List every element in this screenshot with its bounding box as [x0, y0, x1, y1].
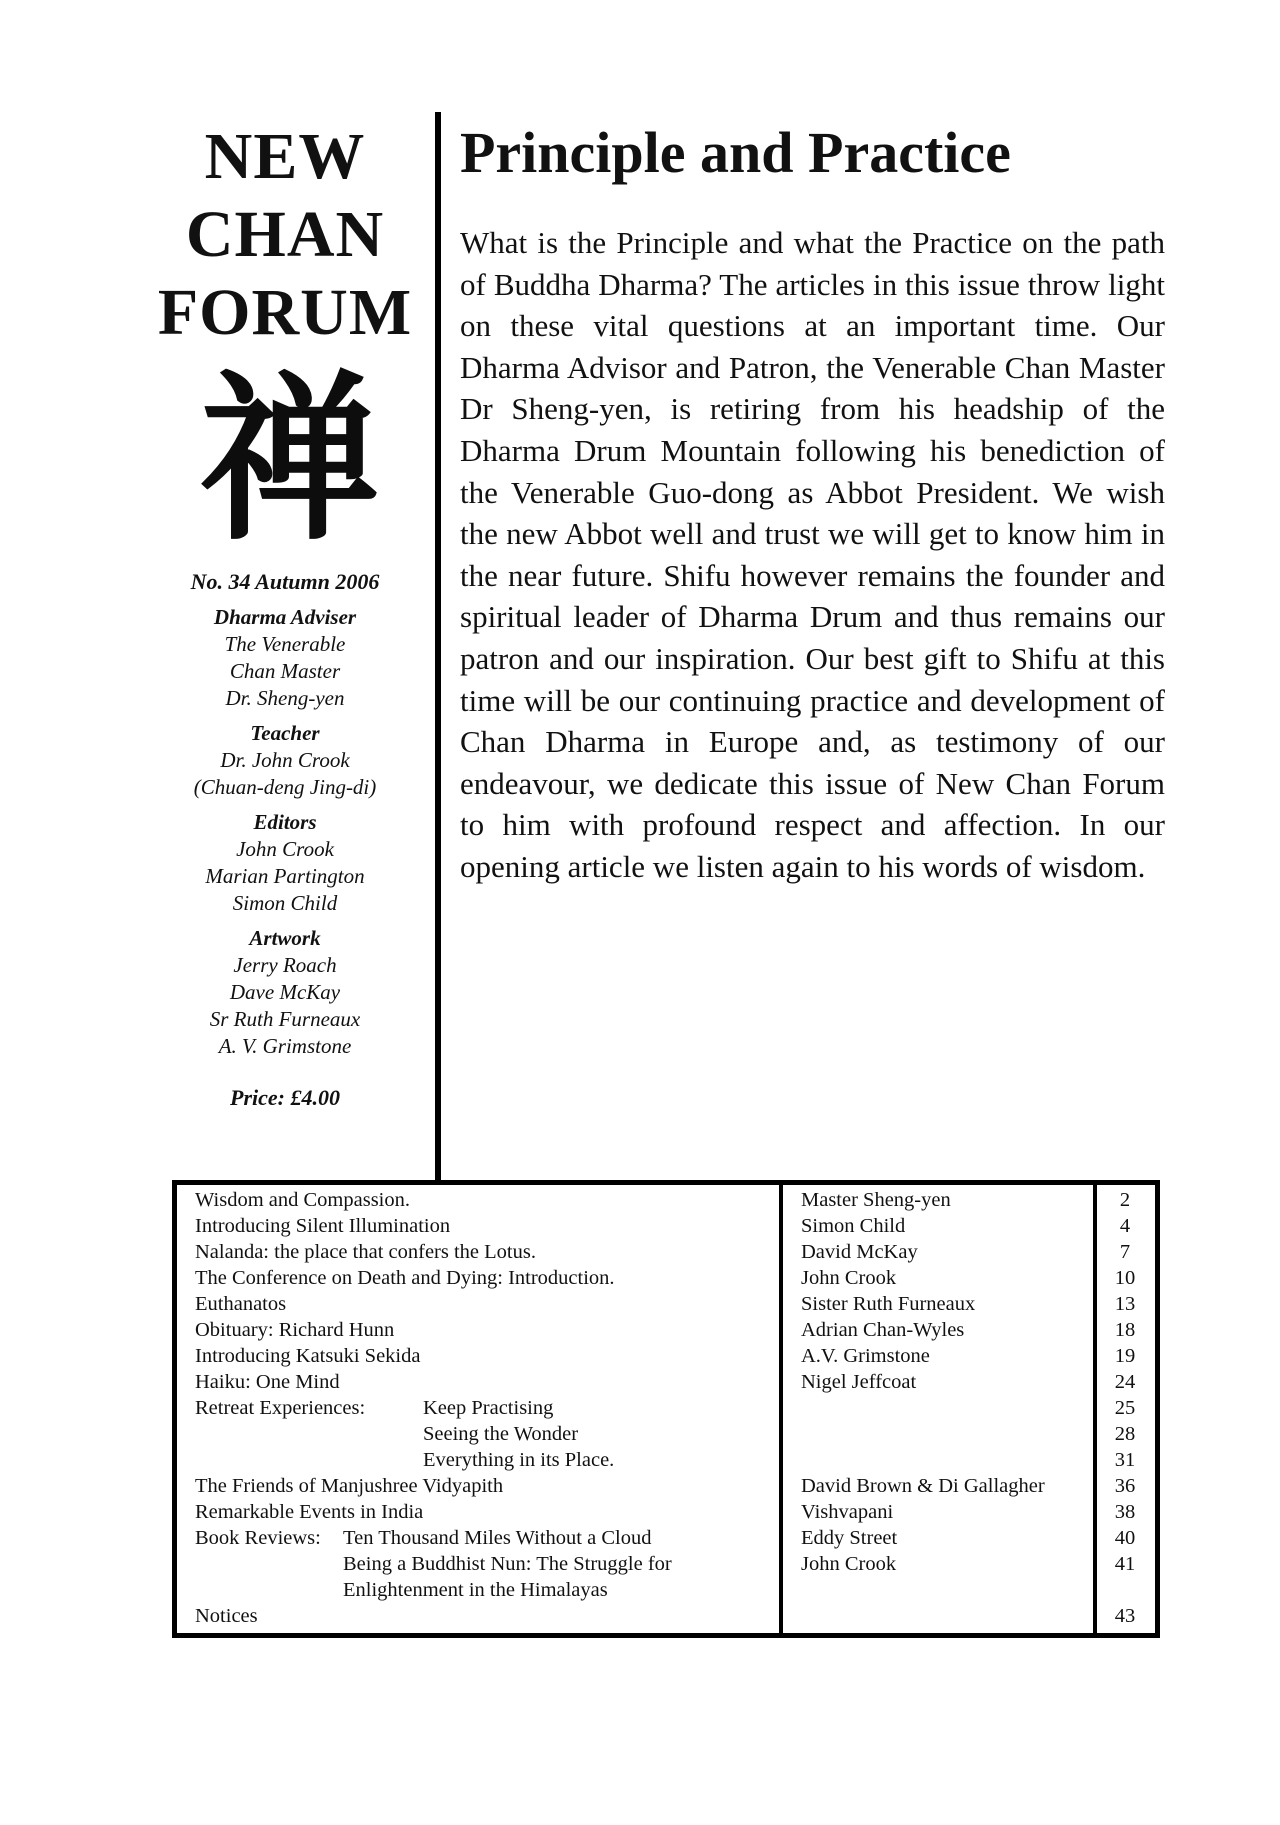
toc-row [177, 1525, 1155, 1551]
credits-name: (Chuan-deng Jing-di) [193, 775, 377, 799]
toc-title: Notices [195, 1605, 258, 1627]
toc-row [177, 1213, 1155, 1239]
toc-title: Introducing Silent Illumination [195, 1215, 451, 1237]
credits-name: The Venerable [224, 632, 346, 656]
toc-page-number: 36 [1114, 1475, 1136, 1497]
toc-title: Retreat Experiences: [195, 1397, 366, 1419]
toc-row [177, 1265, 1155, 1291]
toc-subtitle: Ten Thousand Miles Without a Cloud [343, 1527, 652, 1549]
credits-role-artwork: Artwork [249, 926, 321, 950]
toc-subtitle: Seeing the Wonder [423, 1423, 579, 1445]
toc-subtitle: Being a Buddhist Nun: The Struggle for [343, 1553, 672, 1575]
toc-row [177, 1369, 1155, 1395]
toc-title: Wisdom and Compassion. [195, 1189, 410, 1211]
toc-page-number: 28 [1114, 1423, 1136, 1445]
toc-title: The Conference on Death and Dying: Introduction. [195, 1267, 615, 1289]
toc-subtitle: Everything in its Place. [423, 1449, 615, 1471]
credits-name: Dr. John Crook [220, 748, 350, 772]
toc-row [177, 1603, 1155, 1629]
toc-page-number: 13 [1114, 1293, 1136, 1315]
table-of-contents [172, 1180, 1160, 1638]
masthead-line-chan: CHAN [185, 198, 385, 271]
toc-row [177, 1551, 1155, 1577]
toc-row [177, 1499, 1155, 1525]
credits-name: Jerry Roach [233, 953, 337, 977]
toc-page-number: 7 [1119, 1241, 1131, 1263]
toc-author: A.V. Grimstone [801, 1345, 930, 1367]
toc-title: The Friends of Manjushree Vidyapith [195, 1475, 504, 1497]
credits-name: John Crook [236, 837, 334, 861]
toc-row [177, 1395, 1155, 1421]
toc-author: John Crook [801, 1553, 897, 1575]
toc-row [177, 1239, 1155, 1265]
masthead-line-forum: FORUM [157, 276, 413, 349]
toc-author: David McKay [801, 1241, 918, 1263]
toc-row [177, 1421, 1155, 1447]
column-divider [435, 112, 441, 1180]
toc-author: Master Sheng-yen [801, 1189, 951, 1211]
price: Price: £4.00 [230, 1085, 340, 1110]
credits-name: Dr. Sheng-yen [225, 686, 345, 710]
credits-role-teacher: Teacher [250, 721, 320, 745]
credits-column [150, 568, 420, 1111]
masthead [150, 118, 420, 352]
article-body: What is the Principle and what the Practice on the path of Buddha Dharma? The articles in this issue throw light on these vital questions at an important time. Our Dharma Advisor and Patron, the Venerable Chan Master Dr Sheng-yen, is retiring from his headship of the Dharma Drum Mountain following his benediction of the Venerable Guo-dong as Abbot President. We wish the new Abbot well and trust we will get to know him in the near future. Shifu however remains the founder and spiritual leader of Dharma Drum and thus remains our patron and our inspiration. Our best gift to Shifu at this time will be our continuing practice and development of Chan Dharma in Europe and, as testimony of our endeavour, we dedicate this issue of New Chan Forum to him with profound respect and affection. In our opening article we listen again to his words of wisdom. [460, 225, 1165, 884]
toc-author: David Brown & Di Gallagher [801, 1475, 1045, 1497]
issue-info: No. 34 Autumn 2006 [190, 569, 380, 594]
article-title: Principle and Practice [460, 120, 1011, 185]
toc-title: Nalanda: the place that confers the Lotus. [195, 1241, 536, 1263]
toc-title: Book Reviews: [195, 1527, 321, 1549]
toc-page-number: 10 [1114, 1267, 1136, 1289]
masthead-line-new: NEW [204, 120, 366, 193]
toc-author: Simon Child [801, 1215, 906, 1237]
credits-name: Simon Child [232, 891, 338, 915]
toc-author: Adrian Chan-Wyles [801, 1319, 965, 1341]
toc-title: Remarkable Events in India [195, 1501, 424, 1523]
credits-name: Sr Ruth Furneaux [209, 1007, 361, 1031]
toc-page-number: 31 [1114, 1449, 1136, 1471]
toc-page-number: 43 [1114, 1605, 1136, 1627]
credits-role-dharma-adviser: Dharma Adviser [213, 605, 357, 629]
toc-title: Obituary: Richard Hunn [195, 1319, 395, 1341]
toc-page-number: 24 [1114, 1371, 1136, 1393]
toc-page-number: 2 [1119, 1189, 1131, 1211]
toc-author: Vishvapani [801, 1501, 894, 1523]
toc-row [177, 1473, 1155, 1499]
toc-row [177, 1343, 1155, 1369]
toc-author: Sister Ruth Furneaux [801, 1293, 976, 1315]
toc-title: Introducing Katsuki Sekida [195, 1345, 421, 1367]
toc-author: Nigel Jeffcoat [801, 1371, 917, 1393]
toc-subtitle: Enlightenment in the Himalayas [343, 1579, 608, 1601]
toc-page-number: 18 [1114, 1319, 1136, 1341]
toc-author: John Crook [801, 1267, 897, 1289]
toc-row [177, 1447, 1155, 1473]
toc-author: Eddy Street [801, 1527, 898, 1549]
toc-row [177, 1187, 1155, 1213]
toc-page-number: 19 [1114, 1345, 1136, 1367]
credits-name: A. V. Grimstone [218, 1034, 352, 1058]
credits-role-editors: Editors [253, 810, 317, 834]
credits-name: Dave McKay [229, 980, 341, 1004]
toc-row [177, 1577, 1155, 1603]
toc-page-number: 4 [1119, 1215, 1131, 1237]
toc-subtitle: Keep Practising [423, 1397, 554, 1419]
toc-title: Euthanatos [195, 1293, 287, 1315]
toc-title: Haiku: One Mind [195, 1371, 340, 1393]
toc-row [177, 1317, 1155, 1343]
toc-page-number: 25 [1114, 1397, 1136, 1419]
credits-name: Marian Partington [205, 864, 365, 888]
toc-page-number: 40 [1114, 1527, 1136, 1549]
toc-row [177, 1291, 1155, 1317]
chan-character-logo: 禅 [199, 356, 380, 565]
credits-name: Chan Master [229, 659, 341, 683]
toc-page-number: 41 [1114, 1553, 1136, 1575]
toc-page-number: 38 [1114, 1501, 1136, 1523]
